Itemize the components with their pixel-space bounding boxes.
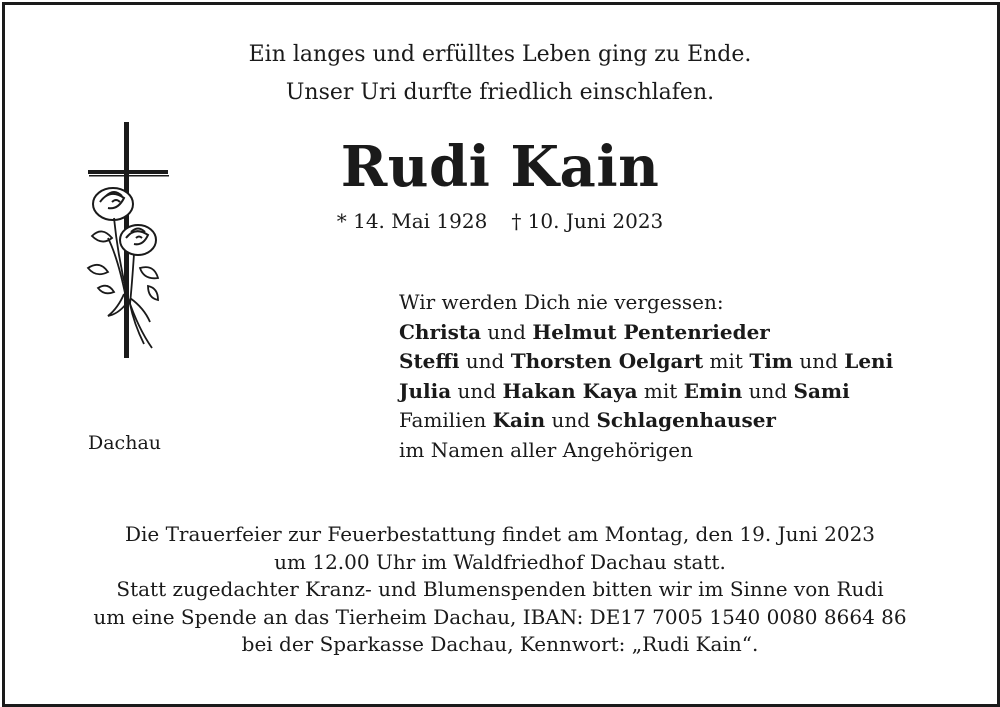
mourner-text: mit: [703, 349, 750, 373]
service-info: [0, 521, 1000, 659]
mourner-text: und: [545, 408, 597, 432]
mourner-text: und: [459, 349, 511, 373]
mourner-line: [399, 436, 893, 466]
mourner-name: Kain: [492, 408, 546, 432]
mourner-line: [399, 377, 893, 407]
mourners-list: [399, 288, 893, 465]
mourner-name: Schlagenhauser: [596, 408, 776, 432]
service-line: Die Trauerfeier zur Feuerbestattung findet am Montag, den 19. Juni 2023: [124, 522, 876, 546]
mourner-name: Julia: [399, 378, 452, 403]
intro-line: Ein langes und erfülltes Leben ging zu Ende.: [248, 42, 752, 67]
cross-with-roses-icon: [78, 118, 178, 368]
intro-text: [0, 36, 1000, 112]
service-line: um 12.00 Uhr im Waldfriedhof Dachau statt.: [274, 549, 726, 574]
mourner-text: im Namen aller Angehörigen: [399, 437, 694, 462]
mourner-name: Tim: [749, 349, 793, 373]
death-date: † 10. Juni 2023: [511, 209, 664, 233]
mourner-line: [399, 406, 893, 436]
mourner-line: [399, 318, 893, 348]
service-line: Statt zugedachter Kranz- und Blumenspenden bitten wir im Sinne von Rudi: [116, 577, 884, 601]
service-line: bei der Sparkasse Dachau, Kennwort: „Rudi Kain“.: [241, 632, 759, 656]
birth-date: * 14. Mai 1928: [336, 209, 488, 233]
intro-line: Unser Uri durfte friedlich einschlafen.: [285, 80, 715, 105]
mourner-name: Thorsten Oelgart: [510, 349, 704, 373]
service-line: um eine Spende an das Tierheim Dachau, IBAN: DE17 7005 1540 0080 8664 86: [93, 604, 907, 629]
mourner-text: und: [742, 378, 794, 403]
mourner-name: Helmut Pentenrieder: [532, 319, 770, 344]
mourner-name: Sami: [793, 378, 850, 403]
mourner-line: [399, 347, 893, 377]
mourner-text: mit: [637, 378, 684, 403]
mourner-name: Steffi: [399, 349, 460, 373]
place-name: Dachau: [88, 432, 162, 454]
mourner-text: und: [451, 378, 503, 403]
mourner-text: Familien: [399, 408, 493, 432]
mourner-name: Christa: [399, 319, 482, 344]
deceased-name: Rudi Kain: [340, 134, 660, 200]
mourner-line: [399, 288, 893, 318]
mourner-name: Leni: [844, 349, 894, 373]
mourner-text: und: [481, 319, 533, 344]
mourner-name: Emin: [683, 378, 743, 403]
mourner-text: Wir werden Dich nie vergessen:: [399, 290, 724, 314]
mourner-text: und: [792, 349, 845, 373]
mourner-name: Hakan Kaya: [502, 378, 638, 403]
